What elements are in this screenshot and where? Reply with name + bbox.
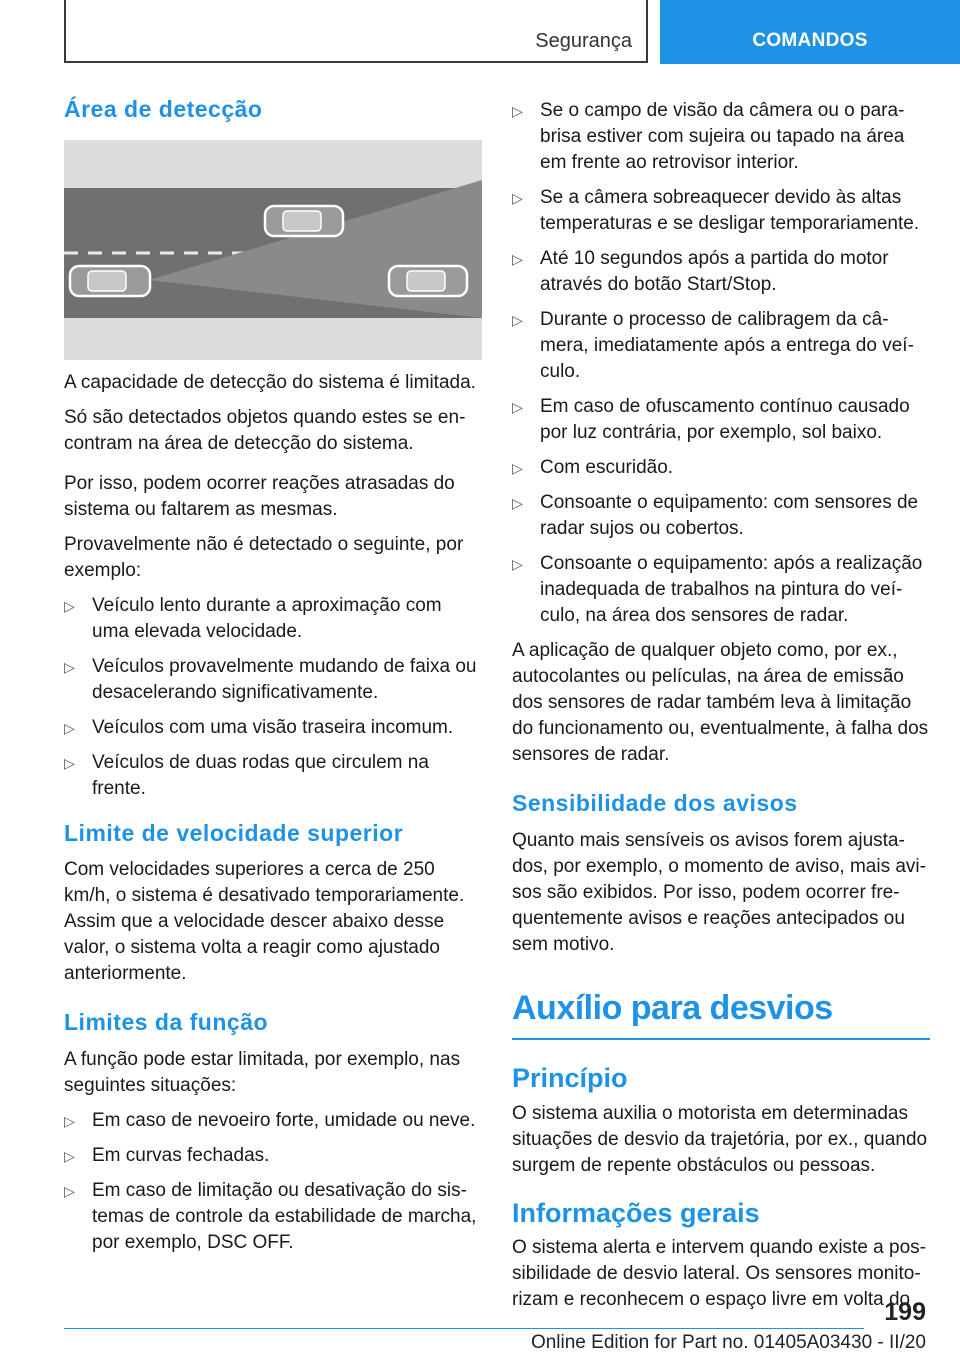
heading-function-limits: Limites da função: [64, 1009, 269, 1036]
triangle-bullet-icon: ▷: [64, 597, 75, 614]
list-item: ▷ Veículos provavelmente mudando de faixa ou desacelerando significativamente.: [64, 655, 477, 703]
paragraph: Só são detectados objetos quando estes se encontram na área de detecção do sistema.: [64, 406, 466, 454]
footer-edition: Online Edition for Part no. 01405A03430 - II/20: [530, 1332, 926, 1353]
vehicle-other-lane: [265, 206, 343, 236]
header-section-box: [64, 0, 648, 63]
list-item: ▷ Consoante o equipamento: com sensores de radar sujos ou cobertos.: [512, 492, 919, 539]
ego-car: [70, 266, 150, 296]
triangle-bullet-icon: ▷: [512, 556, 523, 572]
heading-principle: Princípio: [512, 1063, 628, 1094]
paragraph: O sistema auxilia o motorista em determinadas situações de desvio da trajetória, por ex., quando surgem de repente obstáculos ou pessoas.: [512, 1102, 928, 1176]
list-item: ▷ Em caso de ofuscamento contínuo causado por luz contrária, por exemplo, sol baixo.: [512, 396, 910, 443]
heading-evasion-assistant: Auxílio para desvios: [512, 988, 833, 1027]
list-item: ▷ Em curvas fechadas.: [64, 1143, 482, 1169]
paragraph: Provavelmente não é detectado o seguinte, por exemplo:: [64, 533, 464, 581]
heading-detection-area: Área de detecção: [64, 96, 263, 122]
heading-speed-limit: Limite de velocidade superior: [64, 819, 404, 846]
triangle-bullet-icon: ▷: [64, 1147, 75, 1164]
paragraph: Quanto mais sensíveis os avisos forem ajustados, por exemplo, o momento de aviso, mais avisos são exibidos. Por isso, podem ocorrer frequentemente avisos e reações antecipados ou sem motivo.: [512, 829, 926, 955]
triangle-bullet-icon: ▷: [64, 658, 75, 675]
bullet-list-limits-continued: [512, 98, 930, 629]
left-column: [64, 96, 482, 1265]
list-item: ▷ Se o campo de visão da câmera ou o para-brisa estiver com sujeira ou tapado na área em frente ao retrovisor interior.: [512, 100, 905, 173]
triangle-bullet-icon: ▷: [512, 190, 523, 206]
detection-area-illustration: [64, 140, 482, 360]
paragraph: A função pode estar limitada, por exemplo, nas seguintes situações:: [64, 1048, 461, 1096]
triangle-bullet-icon: ▷: [512, 251, 523, 267]
list-item: ▷ Consoante o equipamento: após a realização inadequada de trabalhos na pintura do veículo, na área dos sensores de radar.: [512, 553, 923, 626]
triangle-bullet-icon: ▷: [512, 399, 523, 415]
heading-divider: [512, 1038, 930, 1040]
triangle-bullet-icon: ▷: [512, 460, 523, 476]
list-item: ▷ Se a câmera sobreaquecer devido às altas temperaturas e se desligar temporariamente.: [512, 187, 920, 234]
header-chapter-tab[interactable]: COMANDOS: [660, 0, 960, 64]
vehicle-ahead: [389, 266, 467, 296]
list-item: ▷ Durante o processo de calibragem da câmera, imediatamente após a entrega do veículo.: [512, 309, 914, 382]
list-item: ▷ Em caso de nevoeiro forte, umidade ou neve.: [64, 1108, 482, 1134]
triangle-bullet-icon: ▷: [64, 719, 75, 736]
list-item: ▷ Veículos de duas rodas que circulem na frente.: [64, 751, 429, 799]
list-item: ▷ Veículos com uma visão traseira incomum.: [64, 715, 482, 741]
triangle-bullet-icon: ▷: [512, 103, 523, 119]
list-item: ▷ Até 10 segundos após a partida do motor através do botão Start/Stop.: [512, 248, 889, 295]
heading-general-info: Informações gerais: [512, 1197, 760, 1228]
bullet-list-not-detected: [64, 593, 482, 802]
triangle-bullet-icon: ▷: [64, 1112, 75, 1129]
bullet-list-limits: [64, 1108, 482, 1256]
triangle-bullet-icon: ▷: [64, 1182, 75, 1199]
paragraph: A capacidade de detecção do sistema é limitada.: [64, 371, 476, 393]
right-column: [512, 98, 930, 1322]
header-section-label: Segurança: [535, 30, 632, 52]
paragraph: A aplicação de qualquer objeto como, por ex., autocolantes ou películas, na área de emissão dos sensores de radar também leva à limitação do funcionamento ou, eventualmente, à falha dos sensores de radar.: [512, 640, 929, 765]
paragraph: Por isso, podem ocorrer reações atrasadas do sistema ou faltarem as mesmas.: [64, 472, 455, 520]
page-number: 199: [884, 1298, 926, 1326]
heading-warning-sensitivity: Sensibilidade dos avisos: [512, 790, 798, 816]
paragraph: Com velocidades superiores a cerca de 250 km/h, o sistema é desativado temporariamente. Assim que a velocidade descer abaixo desse valor, o sistema volta a reagir como ajustado anteriormente.: [64, 859, 465, 985]
list-item: ▷ Veículo lento durante a aproximação com uma elevada velocidade.: [64, 594, 442, 642]
triangle-bullet-icon: ▷: [512, 312, 523, 328]
triangle-bullet-icon: ▷: [512, 495, 523, 511]
list-item: ▷ Com escuridão.: [512, 455, 930, 481]
list-item: ▷ Em caso de limitação ou desativação do sistemas de controle da estabilidade de marcha, por exemplo, DSC OFF.: [64, 1179, 477, 1253]
paragraph: O sistema alerta e intervem quando existe a possibilidade de desvio lateral. Os sensores monitorizam e reconhecem o espaço livre em volta do: [512, 1237, 926, 1311]
footer-divider: [64, 1328, 864, 1329]
triangle-bullet-icon: ▷: [64, 754, 75, 771]
